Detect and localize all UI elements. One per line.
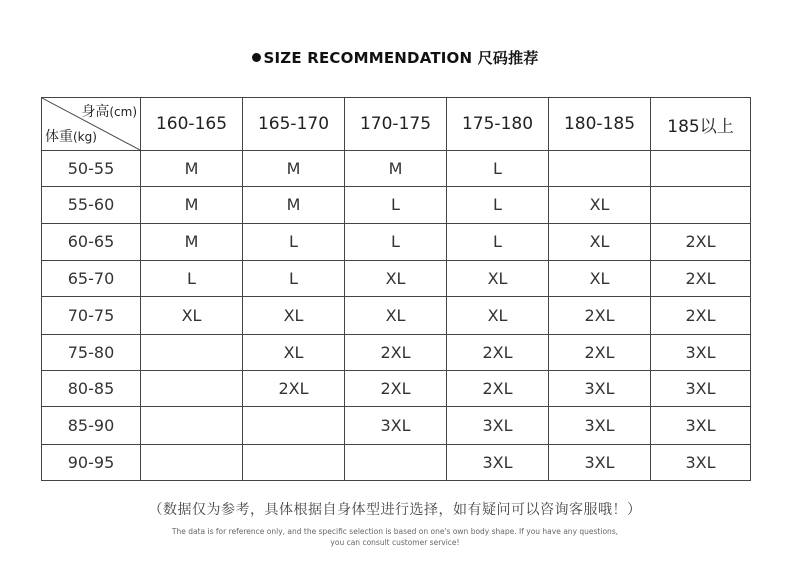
size-cell: XL xyxy=(243,297,345,334)
height-axis-label: 身高(cm) xyxy=(81,104,137,120)
size-cell: 3XL xyxy=(447,444,549,480)
size-cell: 3XL xyxy=(651,370,751,406)
weight-row-header: 70-75 xyxy=(42,297,141,334)
table-row xyxy=(42,260,751,296)
size-cell: L xyxy=(447,151,549,187)
header-row xyxy=(42,98,751,151)
size-cell: L xyxy=(447,187,549,223)
size-cell: L xyxy=(345,187,447,223)
weight-row-header: 55-60 xyxy=(42,187,141,223)
disclaimer-english-line: The data is for reference only, and the specific selection is based on one's own body shape. If you have any questions, xyxy=(171,527,619,536)
size-cell: 2XL xyxy=(549,297,651,334)
size-cell: XL xyxy=(345,260,447,296)
height-column-header: 185以上 xyxy=(651,98,751,151)
size-cell: L xyxy=(447,223,549,260)
size-cell: XL xyxy=(243,334,345,370)
size-cell: 3XL xyxy=(651,444,751,480)
weight-row-header: 65-70 xyxy=(42,260,141,296)
size-cell xyxy=(345,444,447,480)
size-cell xyxy=(141,334,243,370)
size-cell: 2XL xyxy=(447,334,549,370)
size-cell: XL xyxy=(549,187,651,223)
size-cell: L xyxy=(141,260,243,296)
size-cell xyxy=(243,407,345,444)
size-cell xyxy=(141,370,243,406)
size-cell: M xyxy=(141,187,243,223)
size-cell xyxy=(243,444,345,480)
page-title xyxy=(0,47,790,68)
table-row xyxy=(42,223,751,260)
height-column-header: 180-185 xyxy=(549,98,651,151)
size-cell: XL xyxy=(447,297,549,334)
height-column-header: 160-165 xyxy=(141,98,243,151)
size-cell xyxy=(141,444,243,480)
size-cell: XL xyxy=(447,260,549,296)
size-cell xyxy=(549,151,651,187)
table-row xyxy=(42,187,751,223)
corner-header-cell xyxy=(42,98,141,151)
size-cell: 2XL xyxy=(345,370,447,406)
size-cell: 2XL xyxy=(447,370,549,406)
size-cell: XL xyxy=(549,223,651,260)
size-cell: 3XL xyxy=(549,444,651,480)
size-cell xyxy=(651,187,751,223)
table-row xyxy=(42,297,751,334)
weight-row-header: 60-65 xyxy=(42,223,141,260)
table-row xyxy=(42,444,751,480)
weight-row-header: 90-95 xyxy=(42,444,141,480)
size-cell: XL xyxy=(345,297,447,334)
size-cell: 2XL xyxy=(651,260,751,296)
disclaimer-english xyxy=(0,526,790,548)
bullet-dot-icon xyxy=(252,53,261,62)
size-cell: 2XL xyxy=(549,334,651,370)
size-cell: 3XL xyxy=(345,407,447,444)
size-cell: 2XL xyxy=(243,370,345,406)
height-column-header: 175-180 xyxy=(447,98,549,151)
size-cell: M xyxy=(243,187,345,223)
weight-row-header: 50-55 xyxy=(42,151,141,187)
height-column-header: 170-175 xyxy=(345,98,447,151)
size-cell: 3XL xyxy=(447,407,549,444)
page-title-text: SIZE RECOMMENDATION 尺码推荐 xyxy=(263,49,539,67)
size-cell: XL xyxy=(141,297,243,334)
weight-row-header: 85-90 xyxy=(42,407,141,444)
size-cell: M xyxy=(243,151,345,187)
disclaimer-english-line: you can consult customer service! xyxy=(330,538,460,547)
table-row xyxy=(42,334,751,370)
size-cell: 3XL xyxy=(549,370,651,406)
table-row xyxy=(42,151,751,187)
weight-row-header: 75-80 xyxy=(42,334,141,370)
size-cell: M xyxy=(141,223,243,260)
size-cell: L xyxy=(243,223,345,260)
size-cell: 2XL xyxy=(345,334,447,370)
size-chart-table xyxy=(41,97,751,481)
size-cell: 2XL xyxy=(651,223,751,260)
table-row xyxy=(42,407,751,444)
weight-row-header: 80-85 xyxy=(42,370,141,406)
size-cell: M xyxy=(141,151,243,187)
size-cell: 3XL xyxy=(549,407,651,444)
size-cell: L xyxy=(345,223,447,260)
size-cell: 2XL xyxy=(651,297,751,334)
size-cell: 3XL xyxy=(651,407,751,444)
size-chart-body xyxy=(42,151,751,481)
size-cell: XL xyxy=(549,260,651,296)
weight-axis-label: 体重(kg) xyxy=(45,129,97,145)
table-row xyxy=(42,370,751,406)
disclaimer-chinese: （数据仅为参考，具体根据自身体型进行选择，如有疑问可以咨询客服哦！） xyxy=(148,502,642,518)
size-cell xyxy=(651,151,751,187)
size-cell xyxy=(141,407,243,444)
size-cell: L xyxy=(243,260,345,296)
size-cell: M xyxy=(345,151,447,187)
size-cell: 3XL xyxy=(651,334,751,370)
height-column-header: 165-170 xyxy=(243,98,345,151)
